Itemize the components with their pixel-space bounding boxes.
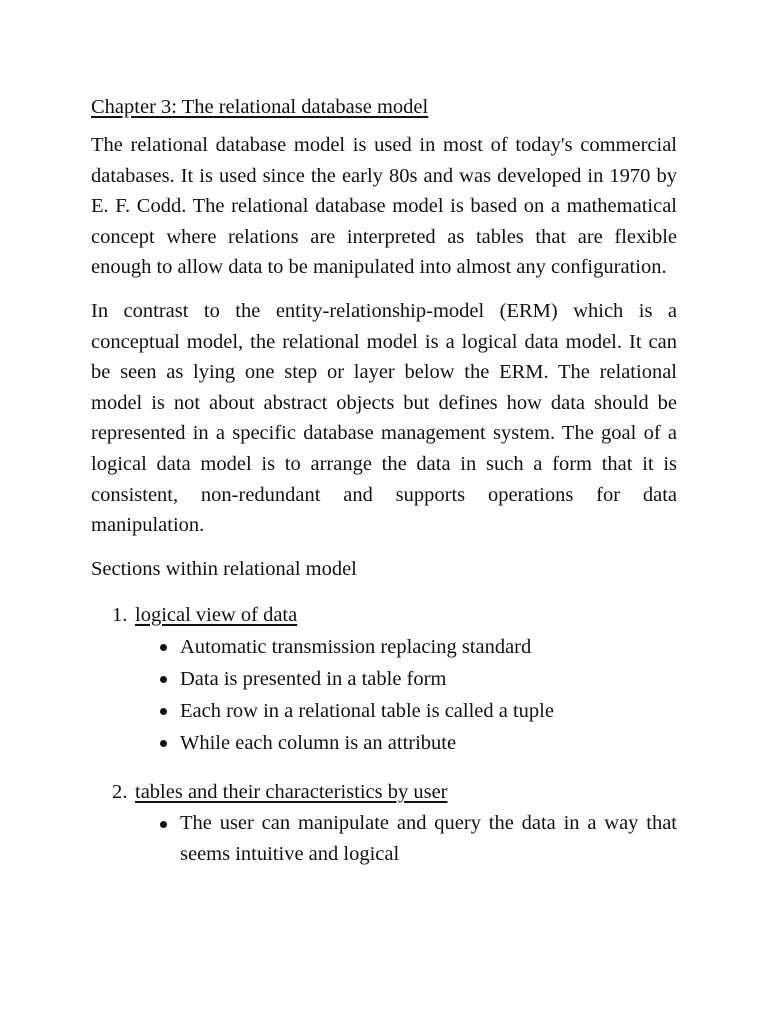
erm-contrast-paragraph: In contrast to the entity-relationship-model (ERM) which is a conceptual model, the relational model is a logical data model. It can be seen as lying one step or layer below the ERM. The relational model is not about abstract objects but defines how data should be represented in a specific database management system. The goal of a logical data model is to arrange the data in such a form that it is consistent, non-redundant and supports operations for data manipulation. bbox=[91, 299, 677, 537]
section-item bbox=[91, 776, 677, 870]
intro-paragraph: The relational database model is used in most of today's commercial databases. It is used since the early 80s and was developed in 1970 by E. F. Codd. The relational database model is based on a mathematical concept where relations are interpreted as tables that are flexible enough to allow data to be manipulated into almost any configuration. bbox=[91, 134, 677, 279]
bullet-item bbox=[180, 663, 677, 695]
bullet-dot-icon bbox=[160, 708, 167, 715]
sections-heading: Sections within relational model bbox=[91, 557, 357, 580]
sections-list bbox=[91, 599, 677, 870]
bullet-item bbox=[180, 631, 677, 663]
section-label: logical view of data bbox=[135, 603, 298, 626]
bullet-text: Each row in a relational table is called a tuple bbox=[180, 699, 554, 722]
section-number: 1. bbox=[112, 603, 128, 626]
bullet-item bbox=[180, 808, 677, 870]
bullet-text: While each column is an attribute bbox=[180, 731, 457, 754]
section-item bbox=[91, 599, 677, 759]
bullet-item bbox=[180, 695, 677, 727]
section-label: tables and their characteristics by user bbox=[135, 780, 448, 803]
section-number: 2. bbox=[112, 780, 128, 803]
bullet-dot-icon bbox=[160, 740, 167, 747]
section-bullet-list bbox=[135, 808, 677, 870]
chapter-title: Chapter 3: The relational database model bbox=[91, 96, 429, 118]
bullet-text: Data is presented in a table form bbox=[180, 667, 447, 690]
bullet-dot-icon bbox=[160, 676, 167, 683]
bullet-text: The user can manipulate and query the data in a way that seems intuitive and logical bbox=[180, 811, 677, 865]
bullet-item bbox=[180, 727, 677, 759]
bullet-dot-icon bbox=[160, 821, 167, 828]
document-page bbox=[91, 92, 677, 870]
bullet-text: Automatic transmission replacing standard bbox=[180, 635, 532, 658]
bullet-dot-icon bbox=[160, 644, 167, 651]
section-bullet-list bbox=[135, 631, 677, 759]
